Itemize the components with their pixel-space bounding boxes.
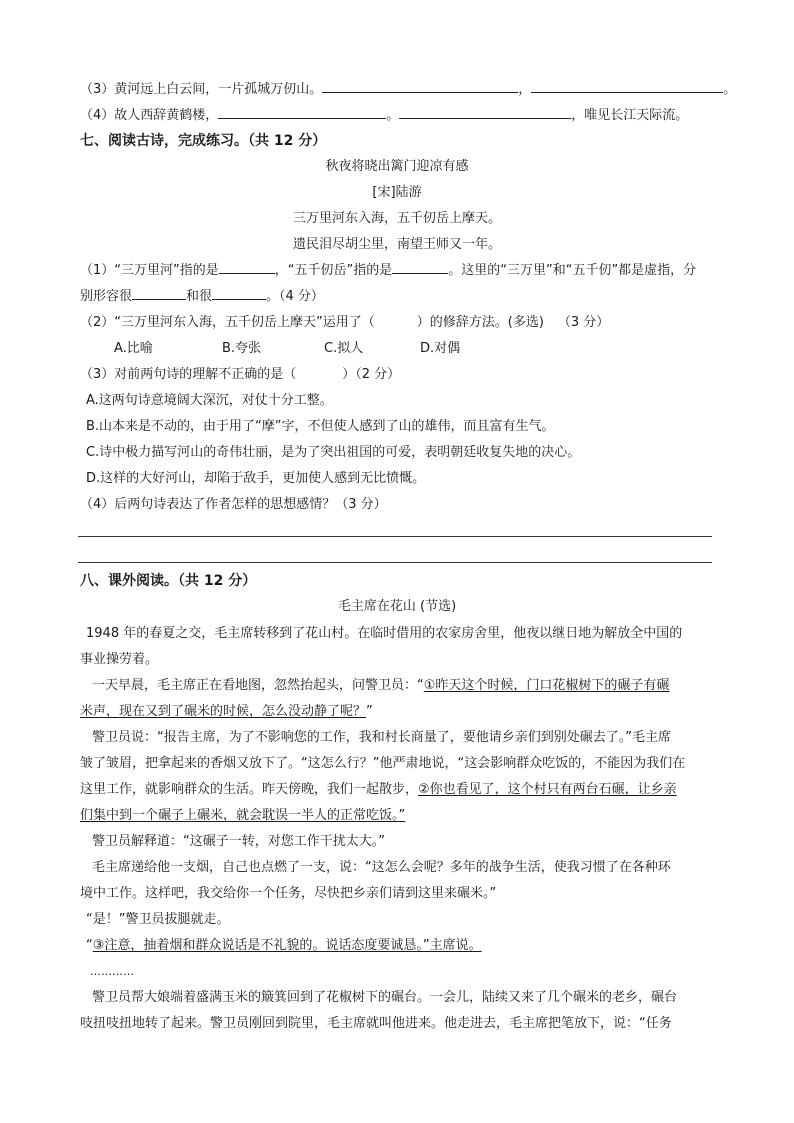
- s7-q2-line: [80, 313, 609, 333]
- s6-q3-text: （3）黄河远上白云间，一片孤城万仞山。: [80, 82, 323, 97]
- s7-q3-option-d[interactable]: D.这样的大好河山，却陷于敌手，更加使人感到无比愤慨。: [86, 471, 426, 486]
- answer-blank[interactable]: [212, 287, 266, 300]
- para-3-text: 这里工作，就影响群众的生活。昨天傍晚，我们一起散步，: [80, 782, 419, 797]
- para-8-line-1: 警卫员帮大娘端着盛满玉米的簸箕回到了花椒树下的碾台。一会儿，陆续又来了几个碾米的老乡，碾台: [92, 990, 678, 1005]
- s7-q1-c: 。这里的“三万里”和“五千仞”都是虚指，分: [448, 263, 697, 278]
- s7-q4: （4）后两句诗表达了作者怎样的思想感情？（3 分）: [80, 497, 387, 512]
- section-8-heading: 八、课外阅读。（共 12 分）: [80, 573, 257, 589]
- s6-q4-end: ，唯见长江天际流。: [571, 108, 689, 123]
- s7-q1-d: 别形容很: [80, 289, 133, 304]
- s7-q2-a: （2）“三万里河东入海，五千仞岳上摩天”运用了（: [80, 315, 375, 330]
- answer-blank[interactable]: [531, 80, 723, 93]
- para-3-close-quote: ”: [398, 808, 406, 823]
- answer-blank[interactable]: [132, 287, 186, 300]
- option-b[interactable]: B.夸张: [222, 341, 262, 356]
- s7-q1-line1: [80, 261, 696, 281]
- ellipsis: …………: [90, 965, 134, 978]
- underlined-sentence-1: ①昨天这个时候，门口花椒树下的碾子有碾: [423, 678, 670, 693]
- s7-q1-line2: [80, 287, 324, 307]
- answer-blank[interactable]: [399, 106, 571, 119]
- para-7-end: ”主席说。: [422, 938, 482, 953]
- underlined-sentence-1-cont: 米声，现在又到了碾米的时候，怎么没动静了呢？: [80, 704, 367, 719]
- underlined-sentence-2: ②你也看见了，这个村只有两台石碾，让乡亲: [418, 782, 677, 797]
- s7-q1-b: ，“五千仞岳”指的是: [274, 263, 393, 278]
- s6-q3-end: 。: [723, 82, 737, 97]
- section-7-heading: 七、阅读古诗，完成练习。（共 12 分）: [80, 133, 327, 149]
- poem-author: [宋]陆游: [372, 185, 422, 200]
- para-7-open-quote: “: [86, 938, 93, 953]
- para-1-line-1: 1948 年的春夏之交，毛主席转移到了花山村。在临时借用的农家房舍里，他夜以继日地为解放全中国的: [86, 626, 683, 641]
- poem-line-2: 遗民泪尽胡尘里，南望王师又一年。: [292, 237, 501, 252]
- poem-title: 秋夜将晓出篱门迎凉有感: [325, 159, 469, 174]
- s6-q4-text: （4）故人西辞黄鹤楼，: [80, 108, 219, 123]
- s6-q4-line: [80, 106, 688, 126]
- s7-q3-line: [80, 365, 400, 385]
- s7-q2-b: ）的修辞方法。(多选): [416, 315, 544, 330]
- poem-line-1: 三万里河东入海，五千仞岳上摩天。: [292, 211, 501, 226]
- para-5-line-1: 毛主席递给他一支烟，自己也点燃了一支，说：“这怎么会呢？多年的战争生活，使我习惯了在各种环: [92, 860, 671, 875]
- s7-q1-e: 和很: [186, 289, 213, 304]
- s7-q3-option-a[interactable]: A.这两句诗意境阔大深沉，对仗十分工整。: [86, 393, 333, 408]
- underlined-sentence-3: ③注意，抽着烟和群众说话是不礼貌的。说话态度要诚恳。: [92, 938, 423, 953]
- para-3-line-4: [80, 806, 405, 826]
- para-2-text: 一天早晨，毛主席正在看地图，忽然抬起头，问警卫员：“: [92, 678, 424, 693]
- para-5-line-2: 境中工作。这样吧，我交给你一个任务，尽快把乡亲们请到这里来碾米。”: [80, 886, 497, 901]
- s7-q3-option-c[interactable]: C.诗中极力描写河山的奇伟壮丽，是为了突出祖国的可爱，表明朝廷收复失地的决心。: [86, 445, 581, 460]
- answer-blank[interactable]: [322, 80, 518, 93]
- para-7: [86, 936, 482, 956]
- s7-q3-b: ）（2 分）: [342, 367, 401, 382]
- answer-blank[interactable]: [392, 261, 448, 274]
- answer-line[interactable]: [78, 536, 712, 537]
- answer-line[interactable]: [78, 562, 712, 563]
- s7-q1-f: 。（4 分）: [266, 289, 324, 304]
- para-6: “是！”警卫员拔腿就走。: [86, 912, 230, 927]
- option-c[interactable]: C.拟人: [324, 341, 364, 356]
- para-2-close-quote: ”: [366, 704, 373, 719]
- para-3-line-1: 警卫员说：“报告主席，为了不影响您的工作，我和村长商量了，要他请乡亲们到别处碾去了。”毛主席: [92, 730, 671, 745]
- para-3-line-2: 皱了皱眉，把拿起来的香烟又放下了。“这怎么行？”他严肃地说，“这会影响群众吃饭的，不能因为我们在: [80, 756, 686, 771]
- option-a[interactable]: A.比喻: [114, 341, 153, 356]
- para-2-line-2: [80, 702, 373, 722]
- s7-q3-a: （3）对前两句诗的理解不正确的是（: [80, 367, 297, 382]
- para-1-line-2: 事业操劳着。: [80, 652, 159, 667]
- s7-q2-score: （3 分）: [557, 315, 610, 330]
- answer-blank[interactable]: [218, 106, 386, 119]
- answer-blank[interactable]: [219, 261, 275, 274]
- s6-q3-sep: ，: [518, 82, 532, 97]
- para-4: 警卫员解释道：“这碾子一转，对您工作干扰太大。”: [92, 834, 385, 849]
- underlined-sentence-2-cont: 们集中到一个碾子上碾米，就会耽误一半人的正常吃饭。: [80, 808, 399, 823]
- para-8-line-2: 吱扭吱扭地转了起来。警卫员刚回到院里，毛主席就叫他进来。他走进去，毛主席把笔放下，说：“任务: [80, 1016, 672, 1031]
- para-2-line-1: [92, 676, 669, 696]
- option-d[interactable]: D.对偶: [420, 341, 461, 356]
- para-3-line-3: [80, 780, 677, 800]
- s6-q4-sep: 。: [386, 108, 400, 123]
- s7-q3-option-b[interactable]: B.山本来是不动的，由于用了“摩”字，不但使人感到了山的雄伟，而且富有生气。: [86, 419, 555, 434]
- passage-title: 毛主席在花山 (节选): [337, 599, 457, 614]
- s7-q1-a: （1）“三万里河”指的是: [80, 263, 219, 278]
- s6-q3-line: [80, 80, 736, 100]
